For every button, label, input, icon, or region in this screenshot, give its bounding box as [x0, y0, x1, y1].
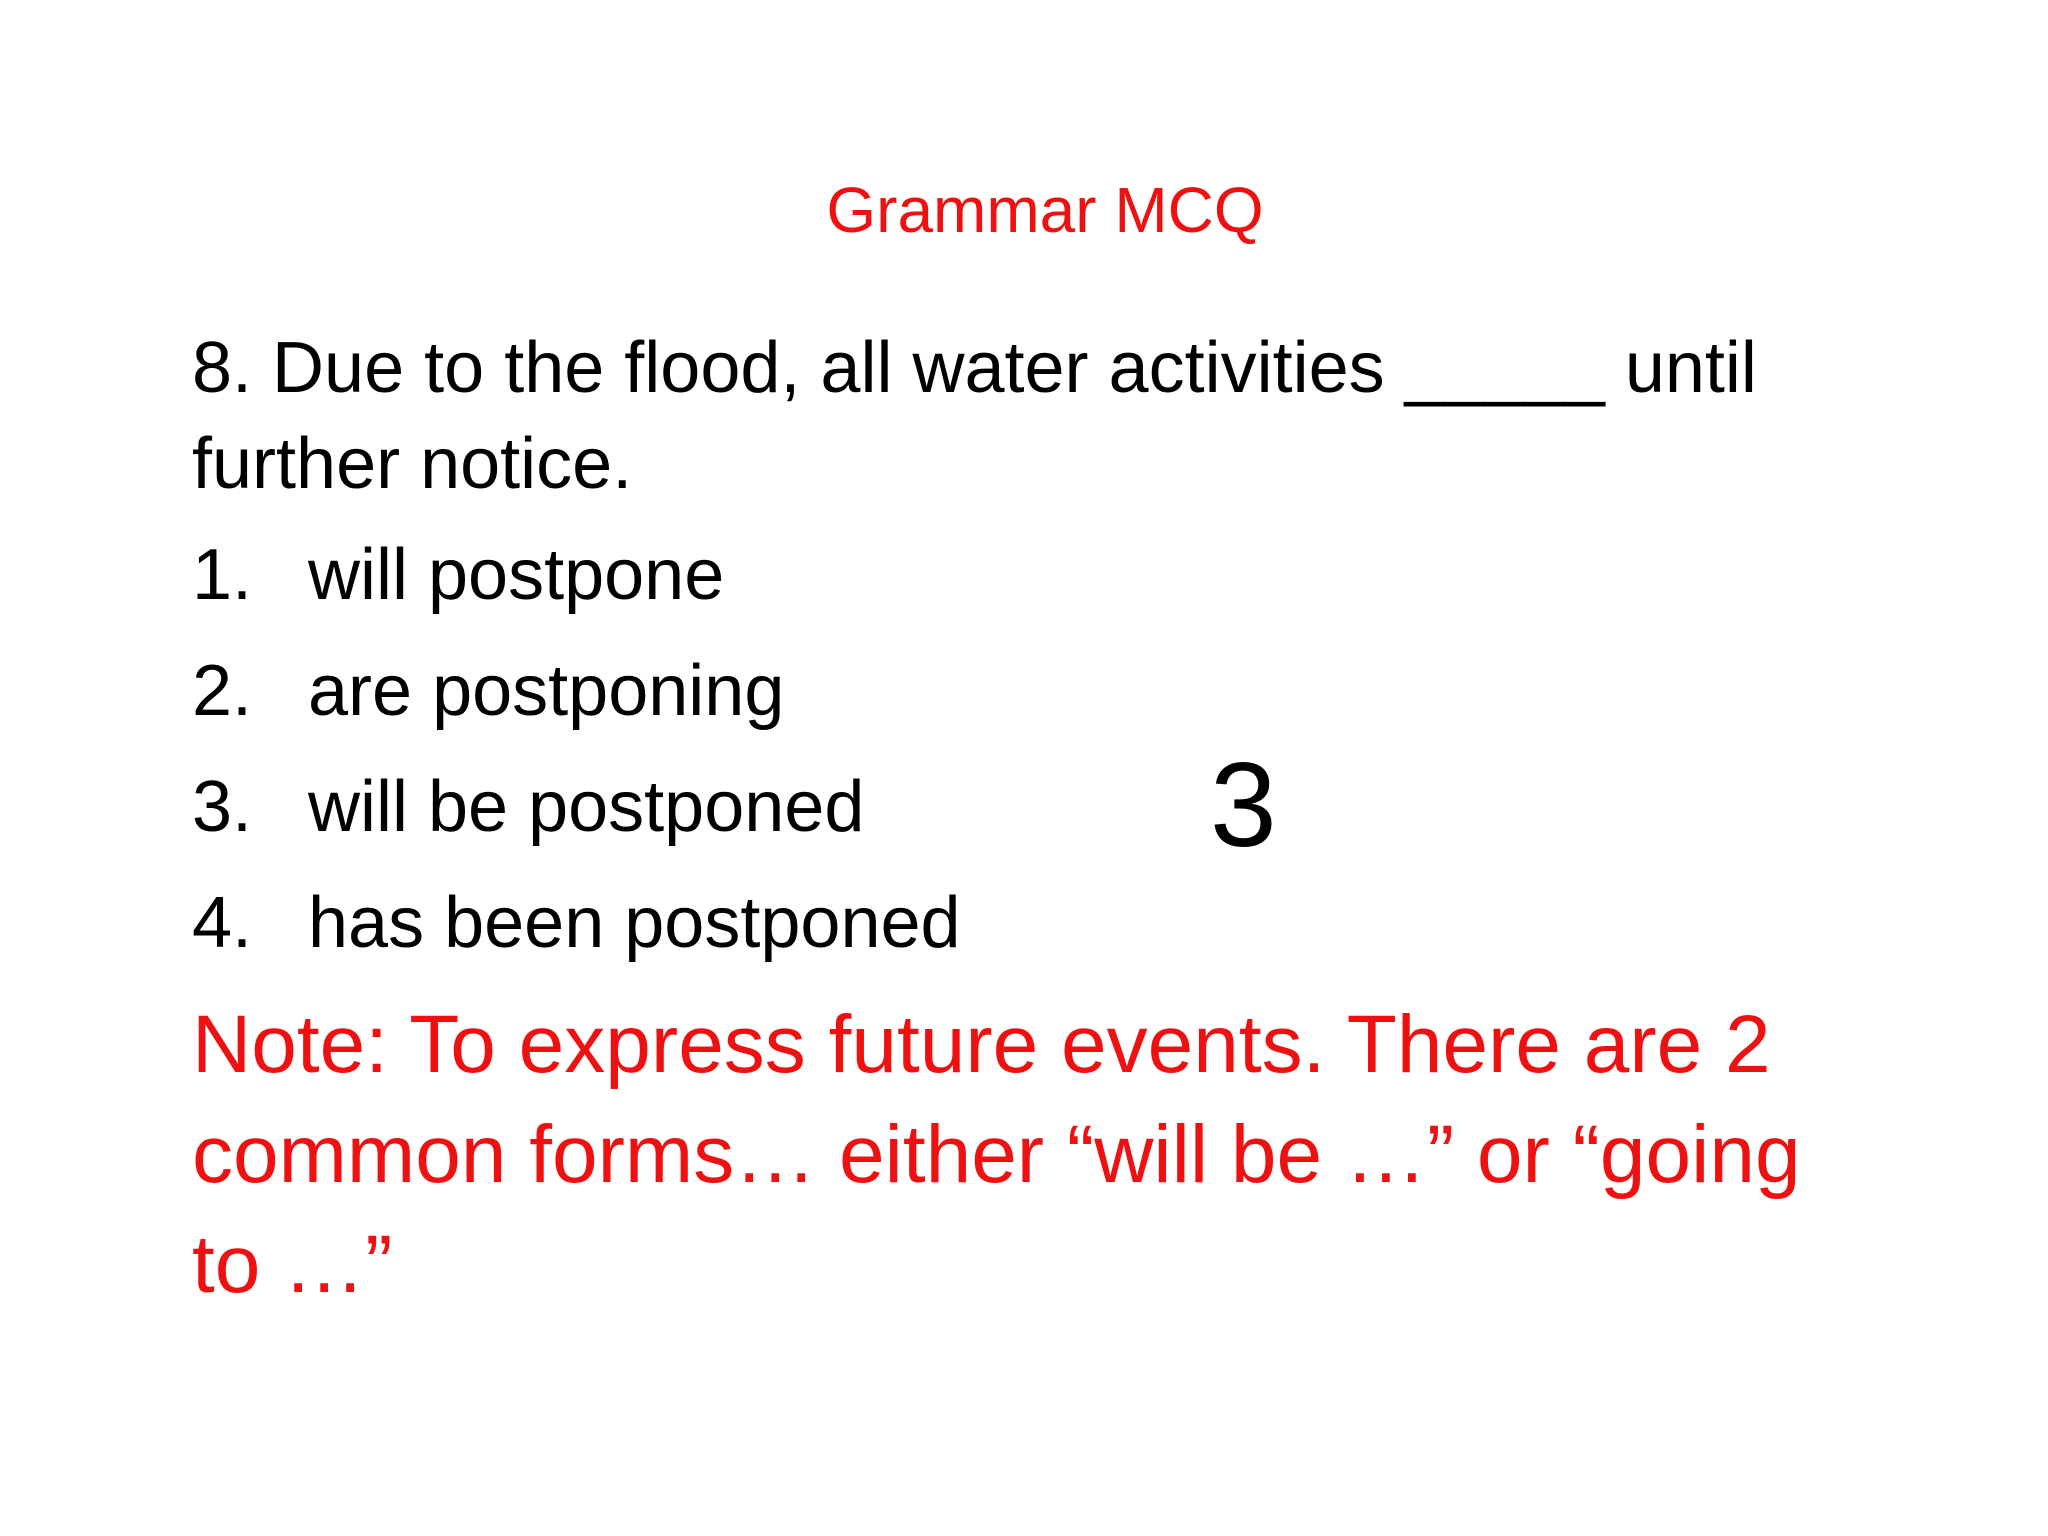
- option-2: [192, 641, 961, 757]
- option-text: has been postponed: [308, 883, 961, 963]
- options-list: [192, 525, 961, 989]
- question-text: 8. Due to the flood, all water activities _____ until further notice.: [192, 328, 1757, 504]
- slide-title: Grammar MCQ: [826, 174, 1264, 246]
- option-3: [192, 757, 961, 873]
- option-number: 2.: [192, 651, 253, 731]
- option-text: will be postponed: [308, 767, 865, 847]
- option-4: [192, 873, 961, 989]
- answer-label: 3: [1210, 738, 1277, 872]
- option-text: will postpone: [308, 535, 725, 615]
- option-text: are postponing: [308, 651, 785, 731]
- note-text: Note: To express future events. There are 2 common forms… either “will be …” or “going to …”: [192, 999, 1801, 1310]
- option-number: 1.: [192, 535, 253, 615]
- option-1: [192, 525, 961, 641]
- option-number: 4.: [192, 883, 253, 963]
- option-number: 3.: [192, 767, 253, 847]
